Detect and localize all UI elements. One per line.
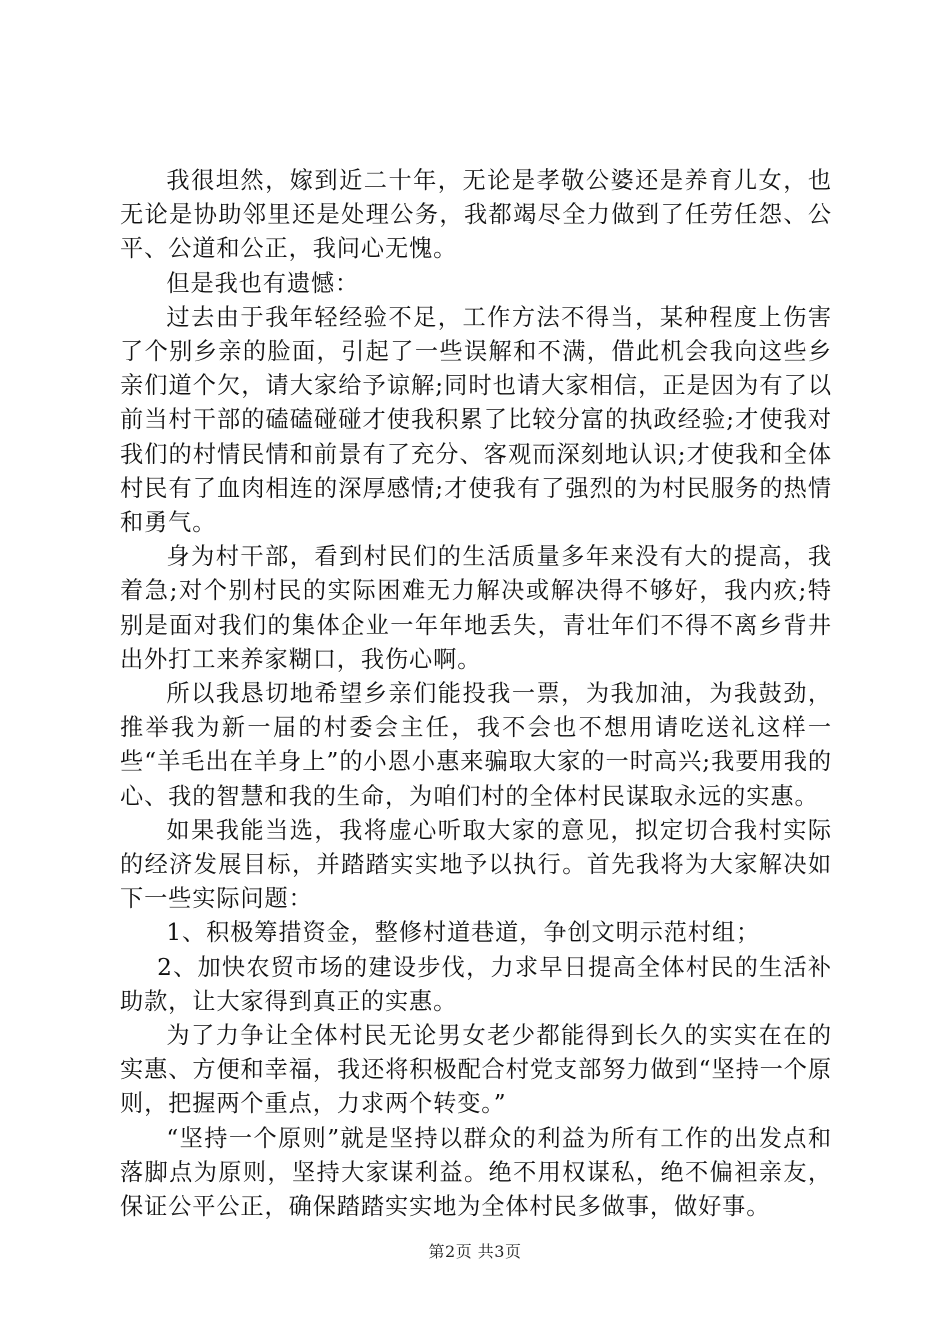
paragraph-composure: 我很坦然，嫁到近二十年，无论是孝敬公婆还是养育儿女，也无论是协助邻里还是处理公务，我都竭尽全力做到了任劳任怨、公平、公道和公正，我问心无愧。 bbox=[120, 167, 832, 263]
paragraph-regret-intro: 但是我也有遗憾： bbox=[166, 269, 360, 297]
paragraph-past-mistakes: 过去由于我年轻经验不足，工作方法不得当，某种程度上伤害了个别乡亲的脸面，引起了一些误解和不满，借此机会我向这些乡亲们道个欠，请大家给予谅解;同时也请大家相信，正是因为有了以前当村干部的磕磕碰碰才使我积累了比较分富的执政经验;才使我对我们的村情民情和前景有了充分、客观而深刻地认识;才使我和全体村民有了血肉相连的深厚感情;才使我有了强烈的为村民服务的热情和勇气。 bbox=[120, 303, 832, 537]
list-item-1: 1、积极筹措资金，整修村道巷道，争创文明示范村组； bbox=[166, 919, 761, 947]
paragraph-vote-appeal: 所以我恳切地希望乡亲们能投我一票，为我加油，为我鼓劲，推举我为新一届的村委会主任，我不会也不想用请吃送礼这样一些“羊毛出在羊身上”的小恩小惠来骗取大家的一时高兴;我要用我的心、我的智慧和我的生命，为咱们村的全体村民谋取永远的实惠。 bbox=[120, 680, 832, 810]
page-number-footer: 第2页 共3页 bbox=[428, 1242, 522, 1261]
paragraph-one-principle: “坚持一个原则”就是坚持以群众的利益为所有工作的出发点和落脚点为原则，坚持大家谋利益。绝不用权谋私，绝不偏袒亲友，保证公平公正，确保踏踏实实地为全体村民多做事，做好事。 bbox=[120, 1124, 832, 1221]
paragraph-if-elected: 如果我能当选，我将虚心听取大家的意见，拟定切合我村实际的经济发展目标，并踏踏实实地予以执行。首先我将为大家解决如下一些实际问题： bbox=[120, 816, 832, 913]
document-body bbox=[120, 164, 832, 1224]
paragraph-concerns: 身为村干部，看到村民们的生活质量多年来没有大的提高，我着急;对个别村民的实际困难无力解决或解决得不够好，我内疚;特别是面对我们的集体企业一年年地丢失，青壮年们不得不离乡背井出外打工来养家糊口，我伤心啊。 bbox=[120, 543, 832, 673]
list-item-2: 2、加快农贸市场的建设步伐，力求早日提高全体村民的生活补助款，让大家得到真正的实惠。 bbox=[120, 953, 832, 1015]
paragraph-principles: 为了力争让全体村民无论男女老少都能得到长久的实实在在的实惠、方便和幸福，我还将积极配合村党支部努力做到“坚持一个原则，把握两个重点，力求两个转变。” bbox=[120, 1022, 832, 1118]
